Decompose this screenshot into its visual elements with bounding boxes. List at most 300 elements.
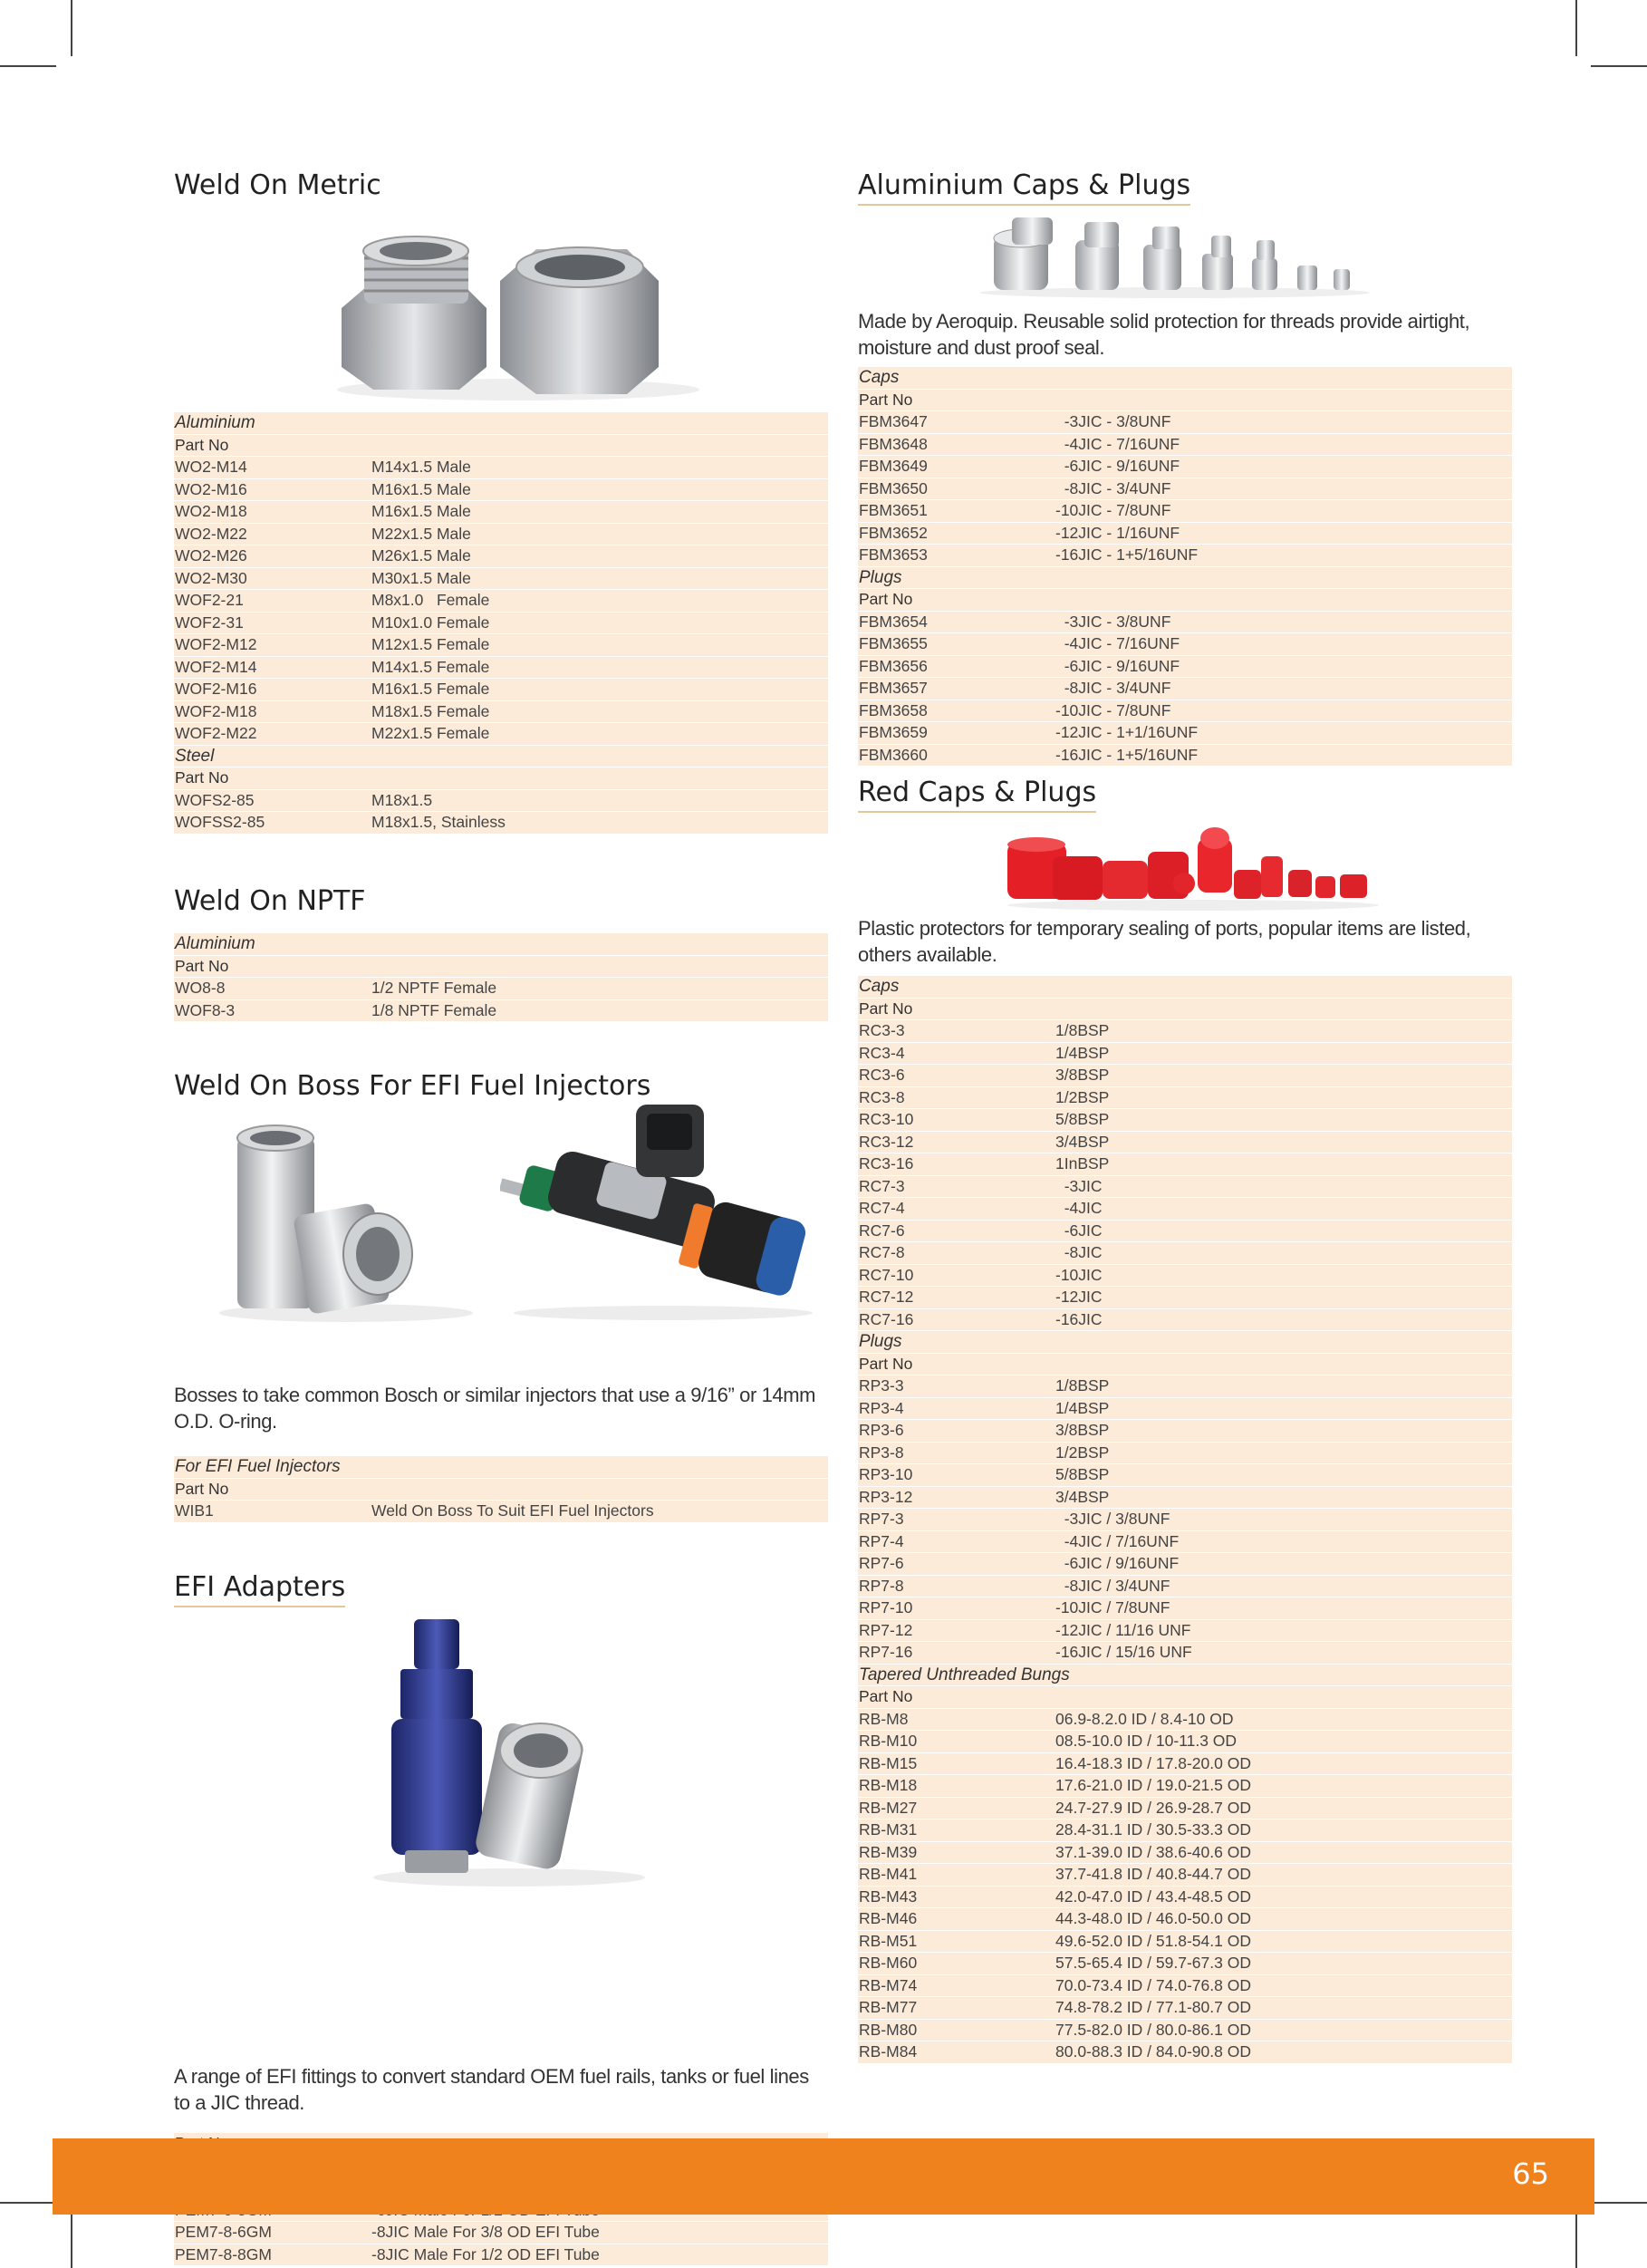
- description-cell: -8JIC / 3/4UNF: [1055, 1576, 1170, 1595]
- part-number-cell: RB-M41: [859, 1865, 918, 1883]
- table-row: [174, 545, 828, 568]
- crop-mark: [0, 65, 56, 67]
- description-cell: 1/2 NPTF Female: [371, 979, 497, 997]
- weld-on-nptf-section: [174, 883, 828, 1019]
- table-group-header: [858, 1665, 1512, 1687]
- description-cell: [1055, 589, 1512, 611]
- part-number-cell: RP7-10: [859, 1598, 913, 1617]
- part-number-cell: RB-M77: [859, 1998, 918, 2016]
- part-number-cell: FBM3659: [859, 723, 928, 741]
- table-group-header: [858, 1331, 1512, 1354]
- table-row: [858, 1597, 1512, 1620]
- table-row: [858, 633, 1512, 656]
- table-row: [858, 1198, 1512, 1221]
- table-row: [174, 723, 828, 746]
- description-cell: 1InBSP: [1055, 1154, 1110, 1173]
- part-number-cell: Part No: [175, 435, 229, 454]
- weld-on-boss-section: [174, 1068, 828, 1520]
- part-number-cell: WOF2-M22: [175, 724, 257, 742]
- part-number-cell: Part No: [175, 1479, 229, 1498]
- part-number-cell: RB-M51: [859, 1931, 918, 1950]
- description-cell: -12JIC - 1/16UNF: [1055, 523, 1180, 542]
- aluminium-caps-image: [976, 213, 1374, 299]
- description-cell: -6JIC - 9/16UNF: [1055, 656, 1180, 675]
- part-number-cell: RB-M15: [859, 1753, 918, 1772]
- table-row: [174, 2244, 828, 2267]
- table-row: [858, 1043, 1512, 1066]
- part-number-cell: RC3-12: [859, 1132, 914, 1151]
- part-number-cell: WOF2-31: [175, 613, 244, 632]
- part-number-cell: RB-M80: [859, 2020, 918, 2039]
- description-cell: M18x1.5: [371, 790, 433, 809]
- table-column-header: [858, 1686, 1512, 1709]
- crop-mark: [1575, 2213, 1577, 2268]
- part-number-cell: WO8-8: [175, 979, 226, 997]
- description-cell: -4JIC - 7/16UNF: [1055, 434, 1180, 453]
- description-cell: M14x1.5 Female: [371, 657, 490, 676]
- part-number-cell: WOF2-M18: [175, 701, 257, 720]
- description-cell: -8JIC Male For 3/8 OD EFI Tube: [371, 2223, 600, 2241]
- description-cell: 28.4-31.1 ID / 30.5-33.3 OD: [1055, 1820, 1251, 1839]
- description-cell: M18x1.5, Stainless: [371, 813, 506, 831]
- table-group-header: [174, 412, 828, 435]
- part-number-cell: RB-M39: [859, 1842, 918, 1861]
- part-number-cell: RP3-10: [859, 1465, 913, 1483]
- part-number-cell: RC7-12: [859, 1288, 914, 1306]
- description-cell: -12JIC: [1055, 1288, 1103, 1306]
- description-cell: 77.5-82.0 ID / 80.0-86.1 OD: [1055, 2020, 1251, 2039]
- table-row: [858, 1375, 1512, 1398]
- part-number-cell: WO2-M26: [175, 546, 247, 565]
- description-cell: [1055, 567, 1512, 589]
- part-number-cell: PEM7-8-6GM: [175, 2223, 272, 2241]
- section-title: Red Caps & Plugs: [858, 775, 1096, 813]
- description-cell: -3JIC / 3/8UNF: [1055, 1510, 1170, 1528]
- table-row: [858, 612, 1512, 634]
- table-row: [858, 1642, 1512, 1665]
- table-group-header: [858, 567, 1512, 590]
- aluminium-caps-section: [858, 168, 1512, 764]
- table-row: [858, 1775, 1512, 1798]
- description-cell: [371, 1456, 828, 1478]
- table-row: [858, 456, 1512, 478]
- description-cell: 3/8BSP: [1055, 1066, 1110, 1084]
- part-number-cell: FBM3660: [859, 745, 928, 764]
- description-cell: -10JIC / 7/8UNF: [1055, 1598, 1170, 1617]
- part-number-cell: RC3-3: [859, 1021, 905, 1039]
- part-number-cell: Part No: [859, 590, 913, 608]
- description-cell: -16JIC / 15/16 UNF: [1055, 1643, 1192, 1661]
- part-number-cell: RB-M43: [859, 1887, 918, 1906]
- description-cell: [1055, 1686, 1512, 1708]
- table-row: [858, 1420, 1512, 1443]
- description-cell: [371, 767, 828, 789]
- table-row: [174, 479, 828, 502]
- table-group-header: [858, 367, 1512, 390]
- description-cell: M16x1.5 Female: [371, 680, 490, 698]
- description-cell: M22x1.5 Male: [371, 524, 471, 543]
- part-number-cell: RP3-12: [859, 1487, 913, 1506]
- description-cell: 3/8BSP: [1055, 1421, 1110, 1439]
- part-number-cell: PEM7-8-8GM: [175, 2244, 272, 2263]
- red-caps-section: [858, 775, 1512, 2061]
- table-row: [858, 1487, 1512, 1510]
- description-cell: [1055, 1665, 1512, 1686]
- description-cell: 37.1-39.0 ID / 38.6-40.6 OD: [1055, 1842, 1251, 1861]
- part-number-cell: WOF8-3: [175, 1000, 236, 1019]
- part-number-cell: Part No: [859, 1687, 913, 1705]
- table-row: [858, 1221, 1512, 1243]
- part-number-cell: Caps: [859, 977, 900, 996]
- description-cell: M12x1.5 Female: [371, 635, 490, 653]
- table-row: [858, 1020, 1512, 1043]
- description-cell: 57.5-65.4 ID / 59.7-67.3 OD: [1055, 1954, 1251, 1972]
- part-number-cell: WO2-M14: [175, 458, 247, 476]
- table-column-header: [858, 1354, 1512, 1376]
- part-number-cell: RB-M31: [859, 1820, 918, 1839]
- part-number-cell: Part No: [175, 956, 229, 975]
- table-row: [174, 1501, 828, 1523]
- table-row: [858, 411, 1512, 434]
- part-number-cell: Aluminium: [175, 934, 255, 953]
- description-cell: M8x1.0 Female: [371, 591, 490, 609]
- part-number-cell: WO2-M18: [175, 502, 247, 520]
- description-cell: [1055, 367, 1512, 389]
- part-number-cell: RP7-3: [859, 1510, 904, 1528]
- section-title: Weld On Metric: [174, 169, 381, 201]
- description-cell: -4JIC / 7/16UNF: [1055, 1531, 1180, 1550]
- part-number-cell: Part No: [859, 390, 913, 409]
- table-row: [858, 478, 1512, 501]
- table-row: [858, 1975, 1512, 1998]
- table-row: [858, 700, 1512, 723]
- description-cell: Weld On Boss To Suit EFI Fuel Injectors: [371, 1501, 654, 1520]
- description-cell: [1055, 999, 1512, 1020]
- description-cell: [371, 746, 828, 767]
- part-number-cell: FBM3657: [859, 679, 928, 697]
- weld-boss-description: Bosses to take common Bosch or similar injectors that use a 9/16” or 14mm O.D. O-ring.: [174, 1384, 816, 1433]
- description-cell: 06.9-8.2.0 ID / 8.4-10 OD: [1055, 1709, 1234, 1728]
- table-column-header: [174, 435, 828, 458]
- part-number-cell: FBM3647: [859, 412, 928, 430]
- table-column-header: [174, 767, 828, 790]
- weld-on-metric-image: [328, 231, 708, 403]
- part-number-cell: FBM3655: [859, 634, 928, 652]
- table-row: [858, 2020, 1512, 2042]
- table-row: [858, 678, 1512, 700]
- table-row: [858, 1842, 1512, 1865]
- table-row: [174, 657, 828, 680]
- part-number-cell: RC3-6: [859, 1066, 905, 1084]
- table-row: [858, 1464, 1512, 1487]
- description-cell: 44.3-48.0 ID / 46.0-50.0 OD: [1055, 1909, 1251, 1927]
- part-number-cell: Steel: [175, 746, 215, 766]
- table-row: [858, 1531, 1512, 1554]
- description-cell: -16JIC: [1055, 1309, 1103, 1328]
- description-cell: -6JIC: [1055, 1221, 1103, 1240]
- part-number-cell: RB-M60: [859, 1954, 918, 1972]
- description-cell: -3JIC - 3/8UNF: [1055, 612, 1171, 631]
- part-number-cell: WO2-M22: [175, 524, 247, 543]
- description-cell: -8JIC Male For 1/2 OD EFI Tube: [371, 2244, 600, 2263]
- description-cell: 70.0-73.4 ID / 74.0-76.8 OD: [1055, 1975, 1251, 1994]
- table-row: [858, 1509, 1512, 1531]
- description-cell: 24.7-27.9 ID / 26.9-28.7 OD: [1055, 1798, 1251, 1817]
- table-row: [858, 523, 1512, 545]
- description-cell: 80.0-88.3 ID / 84.0-90.8 OD: [1055, 2042, 1251, 2061]
- description-cell: -6JIC - 9/16UNF: [1055, 457, 1180, 475]
- table-row: [858, 1109, 1512, 1132]
- part-number-cell: RP3-8: [859, 1443, 904, 1462]
- section-title: Weld On Boss For EFI Fuel Injectors: [174, 1070, 651, 1102]
- red-caps-description: Plastic protectors for temporary sealing of ports, popular items are listed, others available.: [858, 917, 1471, 966]
- fuel-injector-image: [500, 1105, 826, 1322]
- description-cell: M30x1.5 Male: [371, 568, 471, 587]
- table-column-header: [174, 1479, 828, 1501]
- part-number-cell: RP7-16: [859, 1643, 913, 1661]
- table-column-header: [858, 589, 1512, 612]
- description-cell: 49.6-52.0 ID / 51.8-54.1 OD: [1055, 1931, 1251, 1950]
- description-cell: 74.8-78.2 ID / 77.1-80.7 OD: [1055, 1998, 1251, 2016]
- part-number-cell: WO2-M16: [175, 479, 247, 498]
- description-cell: -12JIC - 1+1/16UNF: [1055, 723, 1199, 741]
- aluminium-caps-table: [858, 367, 1512, 767]
- description-cell: [371, 933, 828, 955]
- table-row: [858, 1576, 1512, 1598]
- table-row: [174, 501, 828, 524]
- description-cell: -10JIC - 7/8UNF: [1055, 501, 1171, 519]
- description-cell: M22x1.5 Female: [371, 724, 490, 742]
- table-row: [174, 634, 828, 657]
- part-number-cell: RC3-16: [859, 1154, 914, 1173]
- description-cell: -4JIC - 7/16UNF: [1055, 634, 1180, 652]
- table-row: [858, 1753, 1512, 1776]
- table-group-header: [174, 746, 828, 768]
- table-row: [858, 2041, 1512, 2064]
- description-cell: -8JIC: [1055, 1243, 1103, 1261]
- part-number-cell: Caps: [859, 368, 900, 387]
- part-number-cell: RC3-10: [859, 1110, 914, 1128]
- table-row: [858, 1953, 1512, 1975]
- description-cell: M14x1.5 Male: [371, 458, 471, 476]
- efi-adapters-image: [355, 1619, 645, 1891]
- part-number-cell: Part No: [859, 1354, 913, 1373]
- table-row: [174, 679, 828, 701]
- part-number-cell: FBM3656: [859, 656, 928, 675]
- description-cell: -16JIC - 1+5/16UNF: [1055, 745, 1199, 764]
- description-cell: 5/8BSP: [1055, 1110, 1110, 1128]
- table-row: [174, 613, 828, 635]
- red-caps-table: [858, 976, 1512, 2064]
- part-number-cell: Plugs: [859, 1332, 902, 1351]
- red-caps-image: [1003, 820, 1383, 911]
- part-number-cell: WOFSS2-85: [175, 813, 265, 831]
- table-column-header: [858, 390, 1512, 412]
- table-row: [174, 1000, 828, 1023]
- part-number-cell: WO2-M30: [175, 568, 247, 587]
- section-title: Aluminium Caps & Plugs: [858, 168, 1190, 206]
- description-cell: M16x1.5 Male: [371, 479, 471, 498]
- part-number-cell: WOF2-M12: [175, 635, 257, 653]
- table-row: [174, 2222, 828, 2244]
- table-row: [858, 1242, 1512, 1265]
- part-number-cell: Plugs: [859, 567, 902, 587]
- description-cell: [1055, 976, 1512, 998]
- weld-on-metric-table: [174, 412, 828, 835]
- table-row: [858, 1309, 1512, 1332]
- description-cell: -3JIC - 3/8UNF: [1055, 412, 1171, 430]
- table-row: [858, 1265, 1512, 1288]
- description-cell: 17.6-21.0 ID / 19.0-21.5 OD: [1055, 1776, 1251, 1794]
- table-column-header: [858, 999, 1512, 1021]
- table-row: [858, 1287, 1512, 1309]
- table-group-header: [858, 976, 1512, 999]
- table-row: [858, 722, 1512, 745]
- crop-mark: [1591, 65, 1647, 67]
- table-row: [858, 1731, 1512, 1753]
- part-number-cell: FBM3652: [859, 523, 928, 542]
- table-row: [858, 1443, 1512, 1465]
- part-number-cell: RP3-3: [859, 1376, 904, 1395]
- description-cell: 1/2BSP: [1055, 1443, 1110, 1462]
- description-cell: [371, 1479, 828, 1501]
- part-number-cell: RB-M74: [859, 1975, 918, 1994]
- section-title: EFI Adapters: [174, 1569, 345, 1607]
- description-cell: 1/2BSP: [1055, 1087, 1110, 1106]
- description-cell: [371, 435, 828, 457]
- table-row: [858, 1887, 1512, 1909]
- aluminium-caps-description: Made by Aeroquip. Reusable solid protection for threads provide airtight, moisture and dust proof seal.: [858, 310, 1470, 359]
- footer-bar: [53, 2138, 1594, 2215]
- part-number-cell: Part No: [859, 999, 913, 1018]
- part-number-cell: WOFS2-85: [175, 790, 255, 809]
- table-row: [858, 656, 1512, 679]
- table-row: [174, 701, 828, 724]
- section-title: Weld On NPTF: [174, 885, 366, 917]
- table-row: [858, 545, 1512, 567]
- part-number-cell: RB-M84: [859, 2042, 918, 2061]
- part-number-cell: RP7-6: [859, 1554, 904, 1572]
- part-number-cell: RC7-3: [859, 1176, 905, 1195]
- description-cell: [371, 956, 828, 978]
- part-number-cell: RC7-8: [859, 1243, 905, 1261]
- part-number-cell: RB-M10: [859, 1732, 918, 1750]
- table-row: [858, 1864, 1512, 1887]
- part-number-cell: FBM3648: [859, 434, 928, 453]
- table-row: [858, 1819, 1512, 1842]
- table-row: [174, 590, 828, 613]
- description-cell: -8JIC - 3/4UNF: [1055, 679, 1171, 697]
- description-cell: [1055, 390, 1512, 411]
- description-cell: 1/8 NPTF Female: [371, 1000, 497, 1019]
- weld-on-nptf-table: [174, 933, 828, 1022]
- table-row: [858, 1931, 1512, 1954]
- table-row: [858, 1908, 1512, 1931]
- part-number-cell: WIB1: [175, 1501, 214, 1520]
- description-cell: [1055, 1331, 1512, 1353]
- description-cell: M10x1.0 Female: [371, 613, 490, 632]
- efi-adapters-description: A range of EFI fittings to convert standard OEM fuel rails, tanks or fuel lines to a JIC thread.: [174, 2065, 809, 2114]
- part-number-cell: For EFI Fuel Injectors: [175, 1457, 341, 1476]
- part-number-cell: FBM3658: [859, 700, 928, 719]
- weld-boss-image: [210, 1118, 482, 1327]
- part-number-cell: FBM3653: [859, 545, 928, 564]
- table-row: [174, 790, 828, 813]
- part-number-cell: WOF2-M16: [175, 680, 257, 698]
- table-row: [858, 500, 1512, 523]
- weld-on-metric-section: [174, 168, 828, 831]
- table-row: [174, 524, 828, 546]
- part-number-cell: FBM3650: [859, 478, 928, 497]
- part-number-cell: FBM3651: [859, 501, 928, 519]
- description-cell: 37.7-41.8 ID / 40.8-44.7 OD: [1055, 1865, 1251, 1883]
- description-cell: -4JIC: [1055, 1199, 1103, 1217]
- description-cell: 1/4BSP: [1055, 1398, 1110, 1417]
- description-cell: -6JIC / 9/16UNF: [1055, 1554, 1180, 1572]
- description-cell: -16JIC - 1+5/16UNF: [1055, 545, 1199, 564]
- part-number-cell: FBM3649: [859, 457, 928, 475]
- description-cell: 42.0-47.0 ID / 43.4-48.5 OD: [1055, 1887, 1251, 1906]
- table-row: [858, 1997, 1512, 2020]
- table-row: [858, 1620, 1512, 1643]
- description-cell: 1/8BSP: [1055, 1376, 1110, 1395]
- part-number-cell: RB-M8: [859, 1709, 909, 1728]
- part-number-cell: RP7-4: [859, 1531, 904, 1550]
- table-row: [174, 812, 828, 835]
- crop-mark: [0, 2202, 56, 2204]
- table-row: [858, 1176, 1512, 1199]
- part-number-cell: WOF2-21: [175, 591, 244, 609]
- description-cell: -12JIC / 11/16 UNF: [1055, 1620, 1191, 1639]
- part-number-cell: RC3-4: [859, 1043, 905, 1062]
- part-number-cell: RB-M27: [859, 1798, 918, 1817]
- description-cell: 1/8BSP: [1055, 1021, 1110, 1039]
- description-cell: M26x1.5 Male: [371, 546, 471, 565]
- part-number-cell: RB-M18: [859, 1776, 918, 1794]
- table-row: [858, 745, 1512, 767]
- description-cell: M18x1.5 Female: [371, 701, 490, 720]
- crop-mark: [1575, 0, 1577, 56]
- page-number: 65: [1512, 2157, 1549, 2191]
- table-row: [858, 434, 1512, 457]
- table-row: [174, 568, 828, 591]
- description-cell: 1/4BSP: [1055, 1043, 1110, 1062]
- part-number-cell: RC3-8: [859, 1087, 905, 1106]
- part-number-cell: Aluminium: [175, 413, 255, 432]
- table-row: [858, 1065, 1512, 1087]
- description-cell: 5/8BSP: [1055, 1465, 1110, 1483]
- table-column-header: [174, 956, 828, 979]
- crop-mark: [1591, 2202, 1647, 2204]
- part-number-cell: RP3-6: [859, 1421, 904, 1439]
- table-row: [858, 1087, 1512, 1110]
- description-cell: 3/4BSP: [1055, 1487, 1110, 1506]
- description-cell: -10JIC - 7/8UNF: [1055, 700, 1171, 719]
- part-number-cell: RC7-6: [859, 1221, 905, 1240]
- table-group-header: [174, 933, 828, 956]
- table-row: [858, 1798, 1512, 1820]
- description-cell: -3JIC: [1055, 1176, 1103, 1195]
- table-row: [858, 1709, 1512, 1732]
- table-row: [174, 978, 828, 1000]
- part-number-cell: FBM3654: [859, 612, 928, 631]
- description-cell: -8JIC - 3/4UNF: [1055, 478, 1171, 497]
- description-cell: -10JIC: [1055, 1265, 1103, 1284]
- description-cell: 3/4BSP: [1055, 1132, 1110, 1151]
- part-number-cell: RP7-8: [859, 1576, 904, 1595]
- table-row: [858, 1132, 1512, 1154]
- description-cell: M16x1.5 Male: [371, 502, 471, 520]
